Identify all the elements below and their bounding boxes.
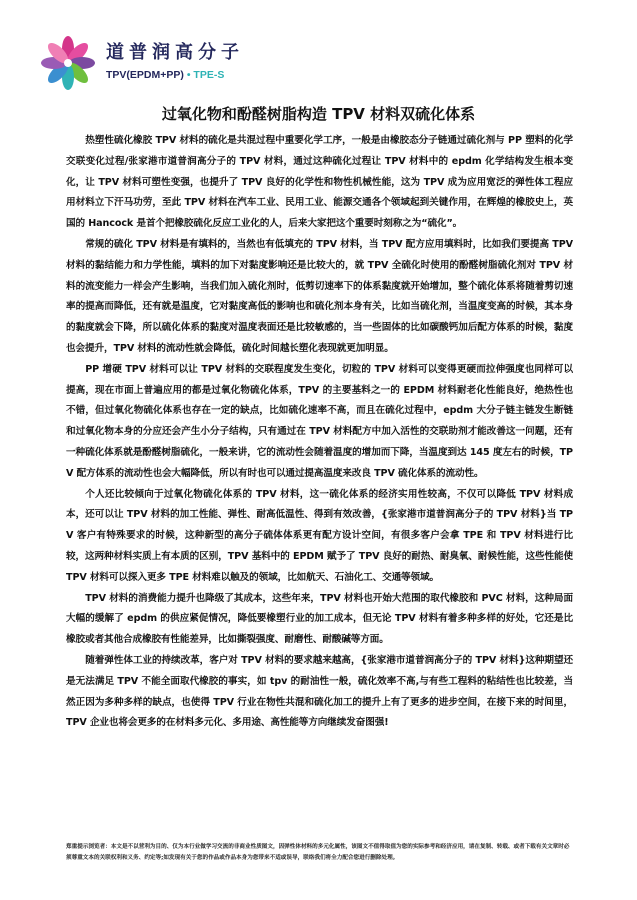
paragraph-3: PP 增硬 TPV 材料可以让 TPV 材料的交联程度发生变化，切粒的 TPV 材料可以变得更硬而拉伸强度也同样可以提高，现在市面上普遍应用的都是过氧化物硫化体系，TPV 的主要基料之一的 EPDM 材料耐老化性能良好，绝热性也不错，但过氧化物硫化体系也存在一定的缺点，比如硫化速率不高，而且在硫化过程中，epdm 大分子链主链发生断链和过氧化物本身的分应还会产生小分子结构，只有通过在 TPV 材料配方中加入活性的交联助剂才能改善这一问题，还有一种硫化体系就是酚醛树脂硫化，一般来讲，它的流动性会随着温度的增加而下降，当温度到达 145 度左右的时候，TPV 配方体系的流动性也会大幅降低，所以有时也可以通过提高温度来改良 TPV 硫化体系的流动性。 [66,363,573,479]
document-title: 过氧化物和酚醛树脂构造 TPV 材料双硫化体系 [161,105,476,123]
paragraph-5: TPV 材料的消费能力提升也降级了其成本，这些年来，TPV 材料也开始大范围的取代橡胶和 PVC 材料，这种局面大幅的缓解了 epdm 的供应紧促情况，降低要橡塑行业的加工成本，但无论 TPV 材料有着多种多样的好处，它还是比橡胶或者其他合成橡胶有性能差异，比如撕裂强度、耐磨性、耐酸碱等方面。 [66,592,573,646]
paragraph-1: 热塑性硫化橡胶 TPV 材料的硫化是共混过程中重要化学工序，一般是由橡胶态分子链通过硫化剂与 PP 塑料的化学交联变化过程/张家港市道普润高分子的 TPV 材料，通过这种硫化过程让 TPV 材料中的 epdm 化学结构发生根本变化，让 TPV 材料可塑性变强，也提升了 TPV 良好的化学性和物性机械性能，这为 TPV 成为应用宽泛的弹性体工程应用材料立下汗马功劳，至此 TPV 材料在汽车工业、民用工业、能源交通各个领域起到关键作用，在辉煌的橡胶史上，英国的 Hancock 是首个把橡胶硫化反应工业化的人，后来大家把这个重要时刻称之为“硫化”。 [66,135,573,230]
company-product-line [106,69,244,81]
product-line-accent: • TPE-S [186,69,225,81]
product-line-main: TPV(EPDM+PP) [106,69,184,81]
paragraph-2: 常规的硫化 TPV 材料是有填料的，当然也有低填充的 TPV 材料，当 TPV 配方应用填料时，比如我们要提高 TPV 材料的黏结能力和力学性能，填料的加下对黏度影响还是比较大的，就 TPV 全硫化时使用的酚醛树脂硫化剂对 TPV 材料的流变能力一样会产生影响，当我们加入硫化剂时，低剪切速率下的体系黏度就开始增加，整个硫化体系将随着剪切速率的提高而降低，还有就是温度，它对黏度高低的影响也和硫化剂本身有关，比如当硫化剂，当温度变高的时候，其本身的黏度就会下降，所以硫化体系的黏度对温度表面还是比较敏感的，当一些固体的比如碳酸钙加后配方体系的时候，黏度也会提升，TPV 材料的流动性就会降低，硫化时间越长塑化表现就更加明显。 [66,238,573,354]
paragraph-6: 随着弹性体工业的持续改革，客户对 TPV 材料的要求越来越高，{张家港市道普润高分子的 TPV 材料}这种期望还是无法满足 TPV 不能全面取代橡胶的事实，如 tpv 的耐油性一般，硫化效率不高,与有些工程料的粘结性也比较差，当然正因为多种多样的缺点，也使得 TPV 行业在物性共混和硫化加工的提升上有了更多的进步空间，在接下来的时间里，TPV 企业也将会更多的在材料多元化、多用途、高性能等方向继续发奋图强! [66,654,573,729]
flower-logo-icon [38,34,102,92]
disclaimer-note: 郑重提示浏览者：本文是不以营利为目的、仅为本行业做学习交流的非商业性质图文，因弹性体材料的多元化属性，该图文不值得取值为您的实际参考和经济应用，请在复制、转载、或者下载有关文章时必须尊重文本的关联权利和义务、约定等;如发现有关于您的作品或作品本身为您带来不适或误导，联络我们将全力配合您进行删除处理。 [66,844,570,861]
article-body [66,131,573,734]
paragraph-4: 个人还比较倾向于过氧化物硫化体系的 TPV 材料，这一硫化体系的经济实用性较高，不仅可以降低 TPV 材料成本，还可以让 TPV 材料的加工性能、弹性、耐高低温性、得到有效改善，{张家港市道普润高分子的 TPV 材料}当 TPV 客户有特殊要求的时候，这种新型的高分子硫体体系更有配方设计空间，有很多客户会拿 TPE 和 TPV 材料进行比较，这两种材料实质上有本质的区别，TPV 基料中的 EPDM 赋予了 TPV 良好的耐热、耐臭氧、耐候性能，这些性能使 TPV 材料可以探入更多 TPE 材料难以触及的领域，比如航天、石油化工、交通等领域。 [66,488,573,583]
company-header [38,34,398,94]
company-name: 道普润高分子 [106,42,244,63]
